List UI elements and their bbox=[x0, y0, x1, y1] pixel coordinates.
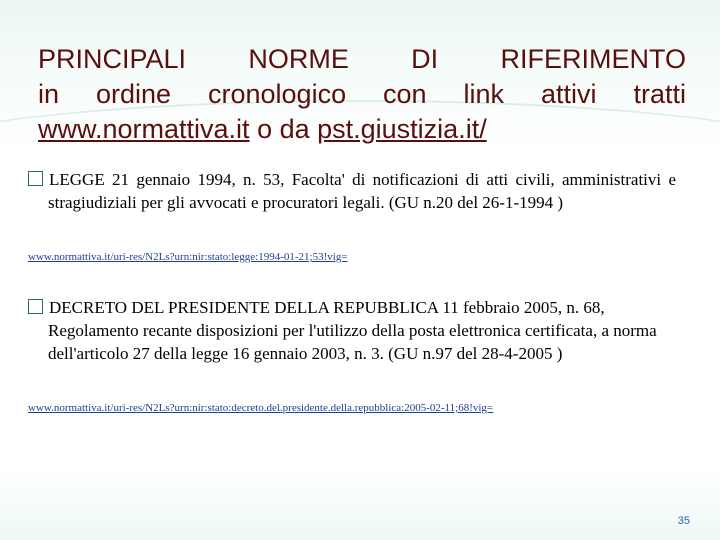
checkbox-square-icon bbox=[28, 299, 43, 314]
slide-title bbox=[38, 42, 686, 147]
page-number: 35 bbox=[677, 515, 690, 527]
title-connector: o da bbox=[249, 114, 318, 144]
checkbox-square-icon bbox=[28, 171, 43, 186]
norm-link-2[interactable]: www.normattiva.it/uri-res/N2Ls?urn:nir:stato:decreto.del.presidente.della.repubblica:2005-02-11;68!vig= bbox=[28, 402, 494, 414]
norm-item-text-2 bbox=[28, 296, 676, 365]
normattiva-link[interactable]: www.normattiva.it bbox=[38, 114, 250, 144]
title-line-2: in ordine cronologico con link attivi tratti bbox=[38, 79, 686, 109]
footer-background bbox=[0, 470, 720, 540]
norm-item-text-1 bbox=[28, 168, 676, 214]
title-line-1: PRINCIPALI NORME DI RIFERIMENTO bbox=[38, 44, 686, 74]
title-line-3 bbox=[38, 112, 686, 147]
norm-description-1: LEGGE 21 gennaio 1994, n. 53, Facolta' di notificazioni di atti civili, amministrativi e stragiudiziali per gli avvocati e procuratori legali. (GU n.20 del 26-1-1994 ) bbox=[48, 170, 676, 212]
norm-entry-1 bbox=[28, 168, 676, 214]
norm-description-2: DECRETO DEL PRESIDENTE DELLA REPUBBLICA 11 febbraio 2005, n. 68, Regolamento recante disposizioni per l'utilizzo della posta elettronica certificata, a norma dell'articolo 27 della legge 16 gennaio 2003, n. 3. (GU n.97 del 28-4-2005 ) bbox=[48, 298, 657, 363]
giustizia-link[interactable]: pst.giustizia.it/ bbox=[317, 114, 487, 144]
norm-link-1[interactable]: www.normattiva.it/uri-res/N2Ls?urn:nir:stato:legge:1994-01-21;53!vig= bbox=[28, 251, 348, 263]
norm-entry-2 bbox=[28, 296, 676, 365]
